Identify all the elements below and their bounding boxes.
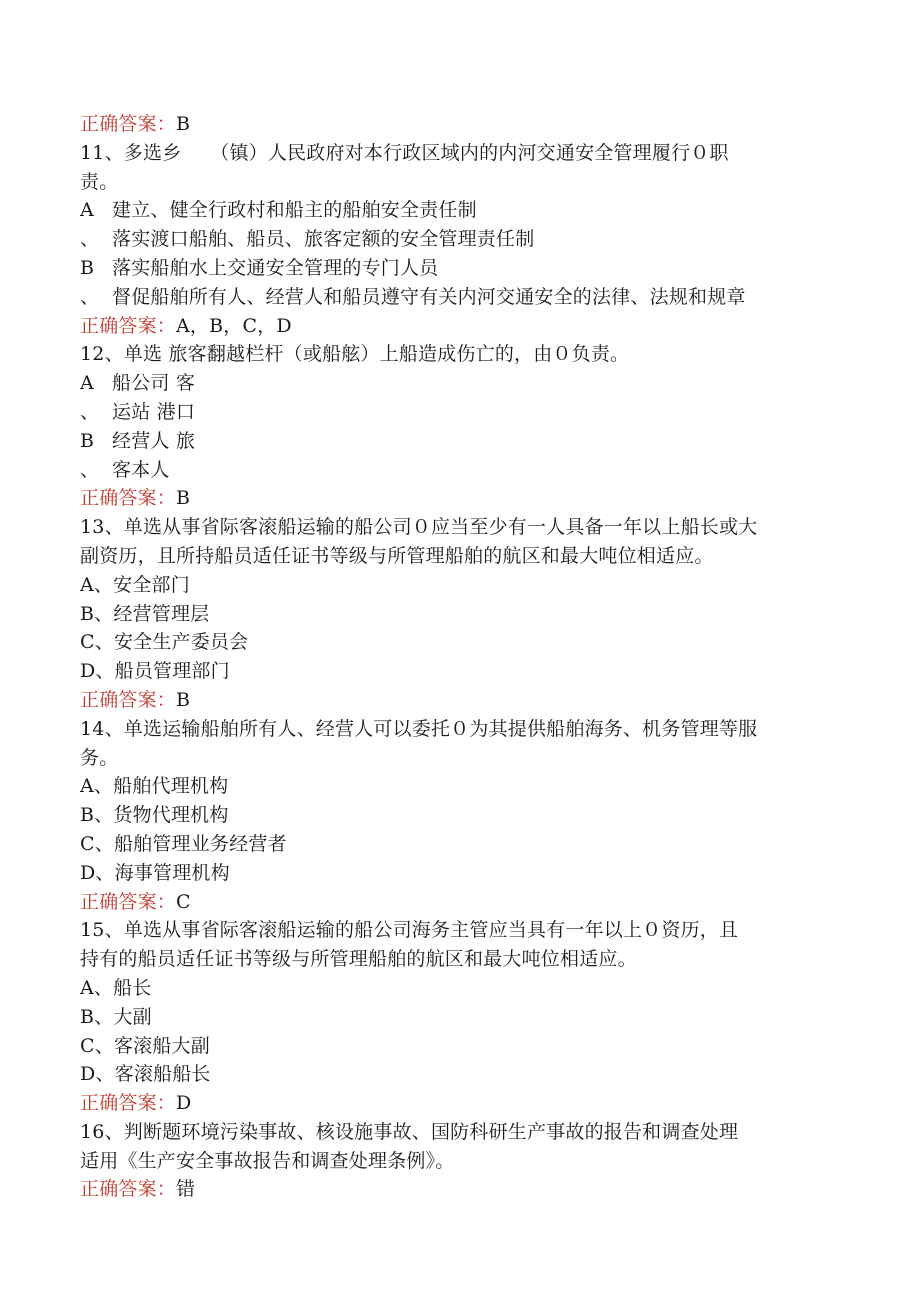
option-line — [80, 283, 840, 312]
option-letter: 、 — [80, 458, 100, 481]
answer-line — [80, 686, 840, 715]
document-page — [80, 110, 840, 1204]
option-text: 船公司 客 — [112, 372, 196, 395]
option-line — [80, 859, 840, 888]
option-text: 落实渡口船舶、船员、旅客定额的安全管理责任制 — [112, 228, 535, 251]
answer-line — [80, 484, 840, 513]
answer-value: C — [176, 890, 191, 913]
question-text: 持有的船员适任证书等级与所管理船舶的航区和最大吨位相适应。 — [80, 948, 637, 971]
option-letter: A — [80, 199, 94, 222]
option-letter: 、 — [80, 228, 100, 251]
question-text: 16、判断题环境污染事故、核设施事故、国防科研生产事故的报告和调查处理 — [80, 1120, 739, 1143]
option-line — [80, 830, 840, 859]
option-line — [80, 398, 840, 427]
option-letter: 、 — [80, 400, 100, 423]
option-line — [80, 1060, 840, 1089]
option-text: 客本人 — [112, 458, 170, 481]
option-text: 运站 港口 — [112, 400, 196, 423]
option-line — [80, 628, 840, 657]
option-text: B、经营管理层 — [80, 602, 210, 625]
question-text: 责。 — [80, 170, 119, 193]
answer-line — [80, 1089, 840, 1118]
option-line — [80, 1032, 840, 1061]
question-text: 副资历，且所持船员适任证书等级与所管理船舶的航区和最大吨位相适应。 — [80, 544, 714, 567]
option-line — [80, 225, 840, 254]
answer-line — [80, 888, 840, 917]
question-text: 11、多选乡 （镇）人民政府对本行政区域内的内河交通安全管理履行０职 — [80, 141, 729, 164]
answer-label: 正确答案： — [80, 314, 177, 337]
answer-label: 正确答案： — [80, 1178, 177, 1201]
question-text: 务。 — [80, 746, 119, 769]
answer-label: 正确答案： — [80, 1092, 177, 1115]
answer-line — [80, 312, 840, 341]
answer-value: D — [176, 1092, 192, 1115]
answer-label: 正确答案： — [80, 487, 177, 510]
option-letter: B — [80, 429, 95, 452]
option-line — [80, 801, 840, 830]
option-text: B、货物代理机构 — [80, 804, 229, 827]
question-text: 14、单选运输船舶所有人、经营人可以委托０为其提供船舶海务、机务管理等服 — [80, 717, 758, 740]
option-text: C、安全生产委员会 — [80, 631, 249, 654]
answer-value: 错 — [176, 1178, 196, 1201]
option-text: 落实船舶水上交通安全管理的专门人员 — [112, 256, 439, 279]
answer-line — [80, 1175, 840, 1204]
option-text: 督促船舶所有人、经营人和船员遵守有关内河交通安全的法律、法规和规章 — [112, 285, 746, 308]
option-text: C、船舶管理业务经营者 — [80, 832, 287, 855]
option-line — [80, 571, 840, 600]
option-text: A、船舶代理机构 — [80, 775, 229, 798]
option-text: B、大副 — [80, 1005, 152, 1028]
option-letter: 、 — [80, 285, 100, 308]
option-line — [80, 427, 840, 456]
option-line — [80, 369, 840, 398]
option-letter: A — [80, 372, 94, 395]
option-line — [80, 1003, 840, 1032]
option-line — [80, 772, 840, 801]
option-line — [80, 456, 840, 485]
answer-label: 正确答案： — [80, 688, 177, 711]
option-text: D、客滚船船长 — [80, 1063, 211, 1086]
option-line — [80, 196, 840, 225]
option-text: A、安全部门 — [80, 573, 190, 596]
question-text: 15、单选从事省际客滚船运输的船公司海务主管应当具有一年以上０资历，且 — [80, 919, 739, 942]
option-text: D、船员管理部门 — [80, 660, 230, 683]
answer-value: B — [176, 688, 191, 711]
option-letter: B — [80, 256, 95, 279]
option-text: 建立、健全行政村和船主的船舶安全责任制 — [112, 199, 477, 222]
option-text: 经营人 旅 — [112, 429, 196, 452]
option-text: A、船长 — [80, 976, 152, 999]
option-line — [80, 254, 840, 283]
option-line — [80, 974, 840, 1003]
option-line — [80, 657, 840, 686]
answer-line — [80, 110, 840, 139]
answer-value: B — [176, 113, 191, 135]
question-text: 适用《生产安全事故报告和调查处理条例》。 — [80, 1149, 455, 1172]
answer-label: 正确答案： — [80, 113, 177, 135]
option-text: D、海事管理机构 — [80, 861, 230, 884]
answer-value: A，B，C，D — [176, 314, 292, 337]
question-text: 12、单选 旅客翻越栏杆（或船舷）上船造成伤亡的，由０负责。 — [80, 343, 630, 366]
question-text: 13、单选从事省际客滚船运输的船公司０应当至少有一人具备一年以上船长或大 — [80, 516, 758, 539]
answer-value: B — [176, 487, 191, 510]
answer-label: 正确答案： — [80, 890, 177, 913]
option-line — [80, 600, 840, 629]
option-text: C、客滚船大副 — [80, 1034, 210, 1057]
